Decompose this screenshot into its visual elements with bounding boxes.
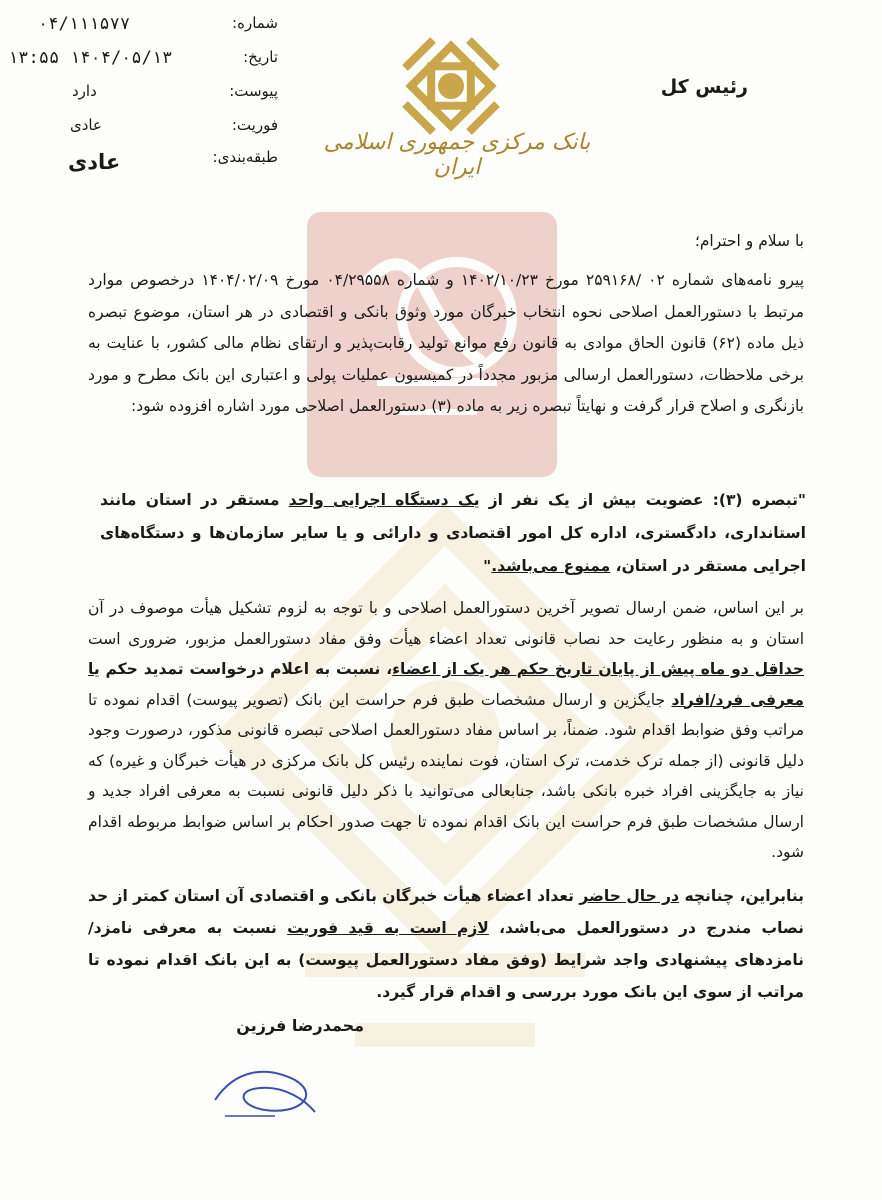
attachment-row bbox=[0, 82, 290, 104]
recipient-title: رئیس کل bbox=[660, 76, 748, 98]
urgency-value: عادی bbox=[70, 116, 102, 134]
classification-label: طبقه‌بندی: bbox=[212, 148, 278, 166]
number-label: شماره: bbox=[232, 14, 278, 32]
p3-part-1: بنابراین، چنانچه bbox=[679, 887, 804, 905]
time-value: ۱۳:۵۵ bbox=[8, 48, 60, 68]
paragraph-1: پیرو نامه‌های شماره ۰۲ /۲۵۹۱۶۸ مورخ ۱۴۰۲/۱۰/۲۳ و شماره ۰۴/۲۹۵۵۸ مورخ ۱۴۰۴/۰۲/۰۹ درخصوص موارد مرتبط با دستورالعمل اصلاحی نحوه انتخاب خبرگان مورد وثوق بانکی و اقتصادی در هر استان، موضوع تبصره ذیل ماده (۶۲) قانون الحاق موادی به قانون رفع موانع تولید رقابت‌پذیر و ارتقای نظام مالی کشور، با عنایت به برخی ملاحظات، دستورالعمل ارسالی مزبور مجدداً در کمیسیون عملیات پولی و اعتباری این بانک مطرح و مورد بازنگری و اصلاح قرار گرفت و نهایتاً تبصره زیر به ماده (۳) دستورالعمل اصلاحی مورد اشاره افزوده شود: bbox=[88, 271, 805, 415]
signature-image bbox=[205, 1060, 325, 1130]
quote-part-1: "تبصره (۳): عضویت بیش از یک نفر از bbox=[479, 491, 807, 509]
date-row bbox=[0, 48, 290, 70]
attachment-value: دارد bbox=[72, 82, 97, 100]
paragraph-3 bbox=[88, 880, 804, 1008]
urgency-label: فوریت: bbox=[231, 116, 278, 134]
date-value: ۱۴۰۴/۰۵/۱۳ bbox=[70, 48, 173, 68]
p3-underlined-2: لازم است به قید فوریت bbox=[287, 919, 489, 937]
p3-part-3: نسبت به معرفی نامزد/نامزدهای پیشنهادی واجد شرایط (وفق مفاد دستورالعمل پیوست) به این بانک اقدام نموده تا مراتب از سوی این بانک مورد بررسی و اقدام قرار گیرد. bbox=[88, 919, 804, 1001]
quoted-note bbox=[100, 484, 806, 583]
quote-part-2: مستقر در استان مانند استانداری، دادگستری، اداره کل امور اقتصادی و دارائی و یا سایر سازمان‌ها و دستگاه‌های اجرایی مستقر در استان، bbox=[100, 491, 806, 575]
p2-part-2: ، نسبت به اعلام درخواست تمدید حکم bbox=[99, 660, 393, 678]
p3-underlined-1: در حال حاضر bbox=[579, 887, 680, 905]
classification-value: عادی bbox=[68, 150, 121, 174]
signer-name: محمدرضا فرزین bbox=[236, 1016, 364, 1035]
p2-part-3: جایگزین و ارسال مشخصات طبق فرم حراست این بانک (تصویر پیوست) اقدام نموده تا مراتب وفق ضوابط اقدام شود. ضمناً، بر اساس مفاد دستورالعمل اصلاحی تبصره قانونی مذکور، درصورت وجود دلیل قانونی (از جمله ترک خدمت، ترک استان، فوت نماینده رئیس کل بانک مرکزی در هیأت خبرگان و غیره) که نیاز به جایگزینی افراد خبره بانکی باشد، جنابعالی می‌توانید با ذکر دلیل قانونی نسبت به معرفی افراد جدید و ارسال مشخصات طبق فرم حراست این بانک اقدام نموده تا جهت صدور احکام بر اساس ضوابط مربوطه اقدام شود. bbox=[88, 690, 804, 861]
p2-underlined-2: یا معرفی فرد/افراد bbox=[88, 660, 804, 709]
quote-end: " bbox=[483, 557, 492, 575]
quote-underlined-2: ممنوع می‌باشد. bbox=[491, 557, 611, 575]
number-value: ۰۴/۱۱۱۵۷۷ bbox=[38, 14, 131, 34]
date-label: تاریخ: bbox=[243, 48, 278, 66]
urgency-row bbox=[0, 116, 290, 138]
number-row bbox=[0, 14, 290, 36]
paragraph-2 bbox=[88, 593, 804, 868]
p2-part-1: بر این اساس، ضمن ارسال تصویر آخرین دستورالعمل اصلاحی و با توجه به لزوم تشکیل هیأت موصوف در آن استان و به منظور رعایت حد نصاب قانونی تعداد اعضاء هیأت وفق مفاد دستورالعمل مزبور، ضروری است bbox=[88, 599, 804, 648]
p3-part-2: تعداد اعضاء هیأت خبرگان بانکی و اقتصادی آن استان کمتر از حد نصاب مندرج در دستورالعمل می‌باشد، bbox=[88, 887, 804, 937]
attachment-label: پیوست: bbox=[229, 82, 278, 100]
salutation: با سلام و احترام؛ bbox=[694, 232, 804, 250]
bank-name: بانک مرکزی جمهوری اسلامی ایران bbox=[323, 130, 591, 180]
quote-underlined-1: یک دستگاه اجرایی واحد bbox=[288, 491, 480, 509]
classification-row bbox=[0, 148, 290, 174]
p2-underlined-1: حداقل دو ماه پیش از پایان تاریخ حکم هر یک از اعضاء bbox=[392, 660, 804, 678]
